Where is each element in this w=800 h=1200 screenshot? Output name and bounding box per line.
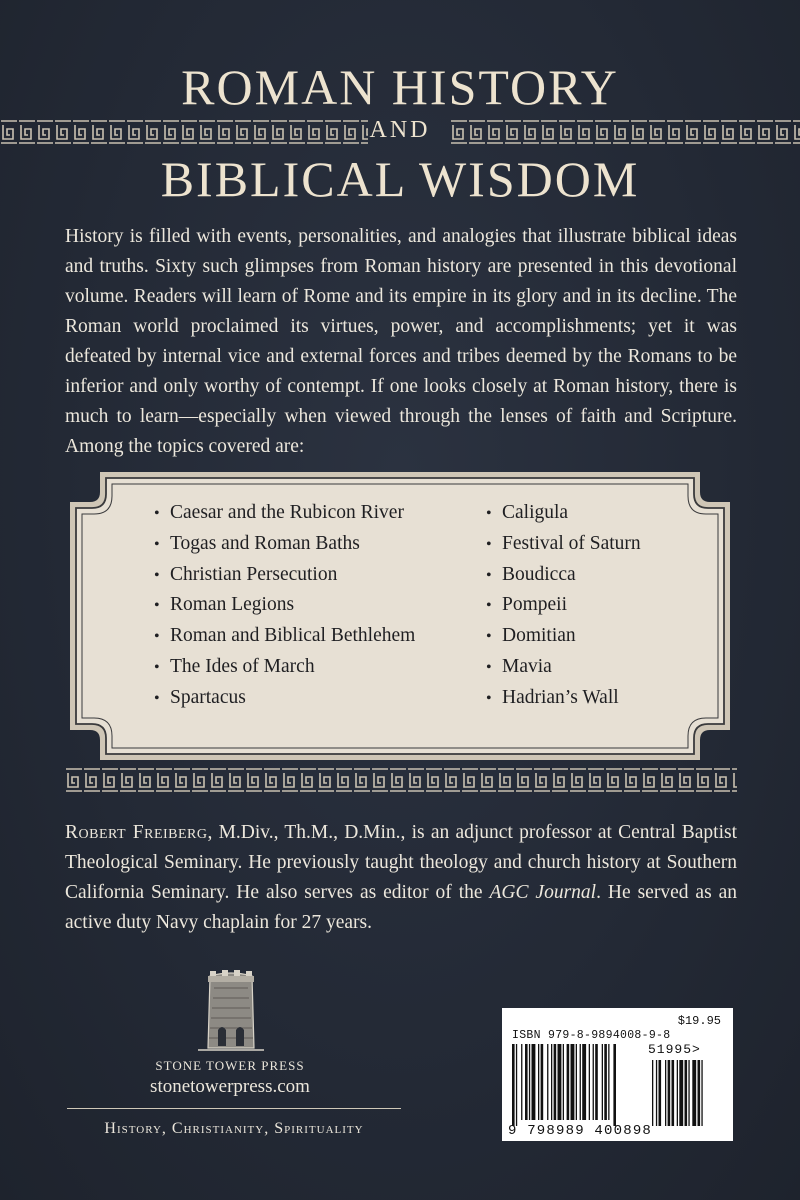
topics-list-left (154, 498, 415, 714)
list-item: • Caesar and the Rubicon River (154, 502, 404, 523)
title-line-1: ROMAN HISTORY (181, 59, 619, 115)
price: $19.95 (677, 1014, 721, 1028)
isbn-barcode (502, 1008, 733, 1141)
list-item: • Boudicca (486, 563, 576, 585)
author-name: Robert Freiberg (65, 822, 208, 843)
topics-list-right (486, 498, 641, 714)
title-line-2: BIBLICAL WISDOM (160, 151, 640, 207)
greek-key-border-top-right (450, 118, 800, 146)
list-item: • Caligula (486, 502, 569, 523)
list-item: • Spartacus (154, 686, 246, 708)
greek-key-border-middle (65, 766, 737, 794)
list-item: • Roman Legions (154, 594, 295, 616)
list-item: • Domitian (486, 625, 576, 647)
barcode-bars (502, 1008, 733, 1141)
list-item: • Christian Persecution (154, 563, 338, 585)
journal-title: AGC Journal (489, 882, 597, 903)
blurb-paragraph: History is filled with events, personalities, and analogies that illustrate biblical ideas and truths. Sixty such glimpses from Roman history are presented in this devotional volume. Readers will learn of Rome and its empire in its glory and in its decline. The Roman world proclaimed its virtues, power, and accomplishments; yet it was defeated by internal vice and external forces and tribes deemed by the Romans to be inferior and only worthy of contempt. If one looks closely at Roman history, there is much to learn—especially when viewed through the lenses of faith and Scripture. Among the topics covered are: (65, 226, 737, 457)
barcode-number: 9 798989 400898 (508, 1123, 653, 1139)
publisher-name: STONE TOWER PRESS (155, 1058, 305, 1073)
stone-tower-logo (196, 968, 266, 1054)
price-addon: 51995> (648, 1042, 701, 1057)
publisher-url: stonetowerpress.com (150, 1076, 310, 1097)
list-item: • Mavia (486, 655, 552, 677)
list-item: • Roman and Biblical Bethlehem (154, 625, 416, 647)
list-item: • Hadrian’s Wall (486, 686, 619, 708)
isbn-text: ISBN 979-8-9894008-9-8 (512, 1029, 671, 1042)
list-item: • The Ides of March (154, 655, 315, 677)
categories-label: History, Christianity, Spirituality (104, 1120, 364, 1137)
list-item: • Festival of Saturn (486, 532, 641, 554)
topics-panel (68, 470, 732, 762)
list-item: • Pompeii (486, 594, 568, 616)
author-bio: Robert Freiberg, M.Div., Th.M., D.Min., is an adjunct professor at Central Baptist Theological Seminary. He previously taught theology and church history at Southern California Seminary. He also serves as editor of the AGC Journal. He served as an active duty Navy chaplain for 27 years. (65, 822, 738, 933)
title-connector: AND (369, 117, 431, 143)
divider (67, 1108, 401, 1109)
list-item: • Togas and Roman Baths (154, 532, 360, 554)
